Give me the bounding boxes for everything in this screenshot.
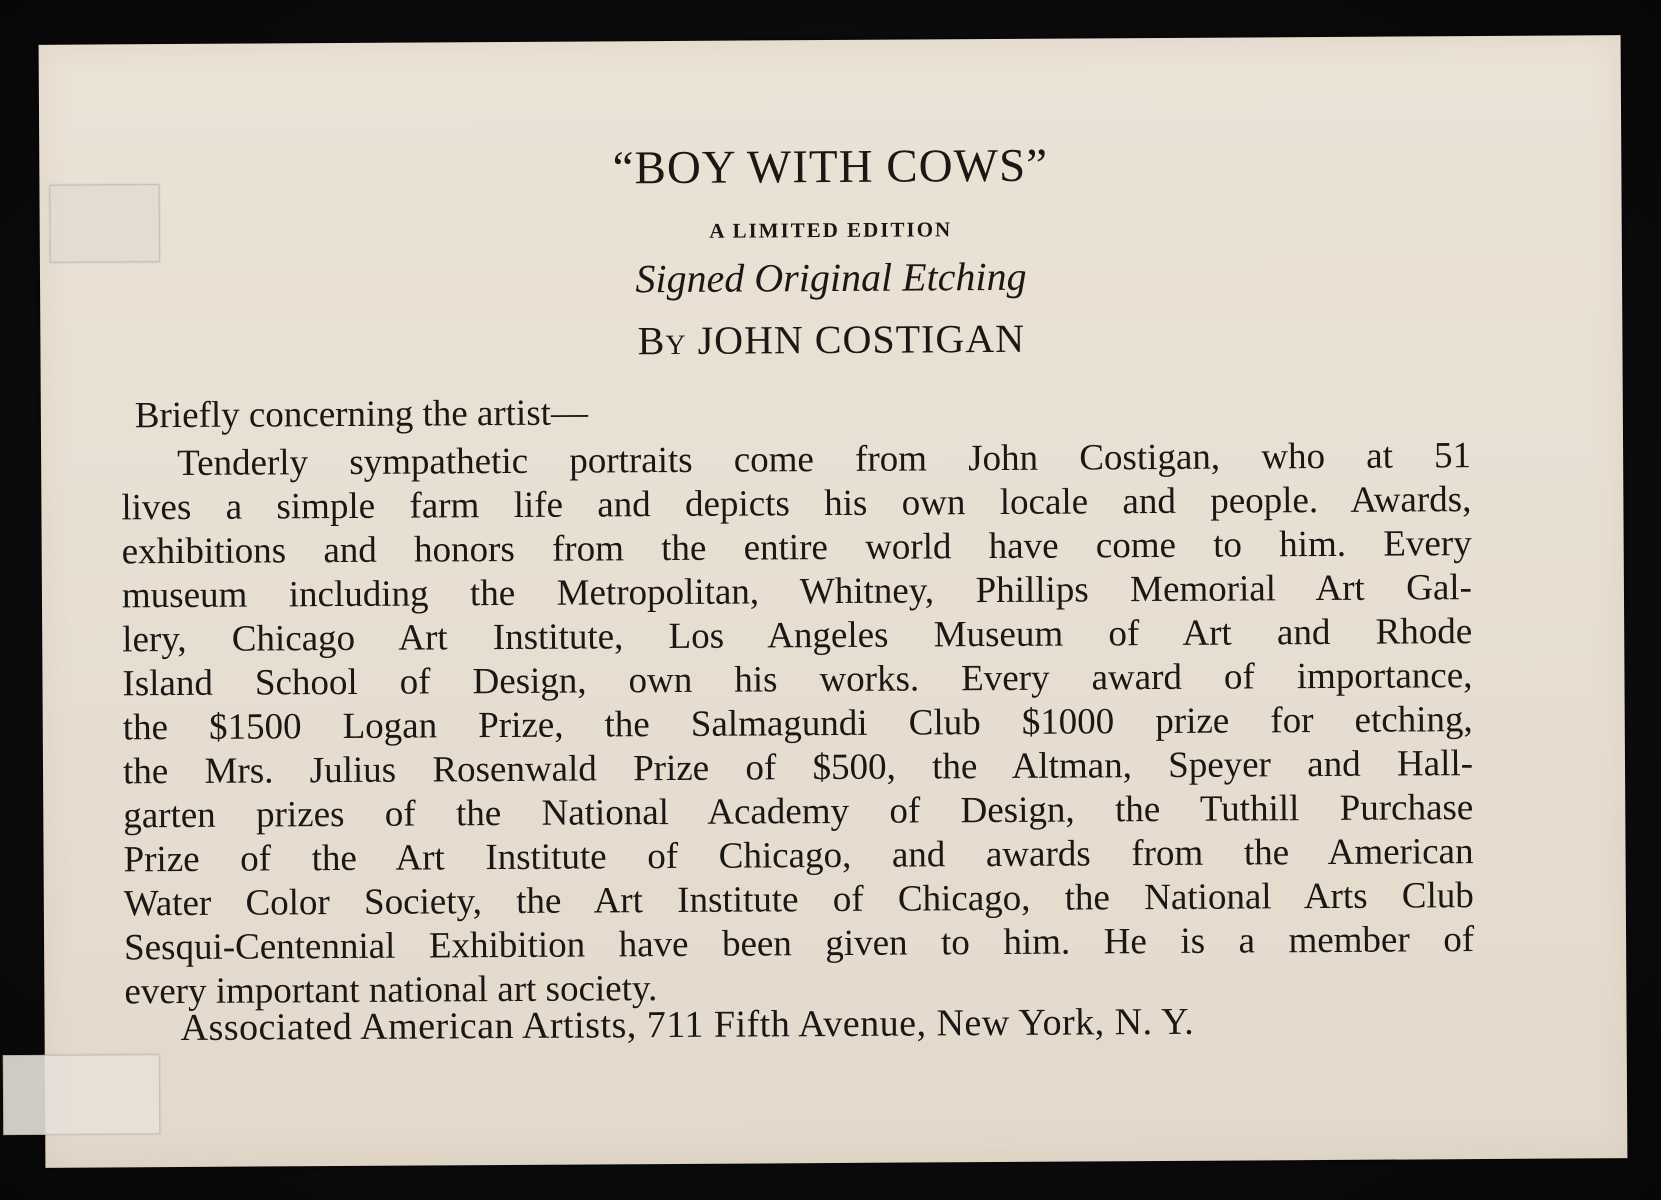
bio-line: the Mrs. Julius Rosenwald Prize of $500, the Altman, Speyer and Hall-	[122, 743, 1474, 793]
bio-line: Sesqui-Centennial Exhibition have been given to him. He is a member of	[123, 919, 1475, 969]
printed-card	[39, 35, 1628, 1168]
intro-heading: Briefly concerning the artist—	[134, 392, 589, 437]
bio-line: museum including the Metropolitan, Whitney, Phillips Memorial Art Gal-	[121, 567, 1473, 617]
artist-name: JOHN COSTIGAN	[697, 315, 1026, 363]
edition-label: A LIMITED EDITION	[709, 217, 953, 243]
bio-line: exhibitions and honors from the entire world have come to him. Every	[121, 523, 1472, 573]
artist-credit	[40, 311, 1622, 368]
bio-line: Prize of the Art Institute of Chicago, and awards from the American	[123, 831, 1474, 881]
publisher-address: Associated American Artists, 711 Fifth Avenue, New York, N. Y.	[180, 1000, 1195, 1049]
bio-line: garten prizes of the National Academy of Design, the Tuthill Purchase	[123, 787, 1474, 837]
bio-line: Tenderly sympathetic portraits come from John Costigan, who at 51	[177, 435, 1472, 485]
bio-line: every important national art society.	[124, 968, 658, 1013]
bio-line: lives a simple farm life and depicts his own locale and people. Awards,	[121, 479, 1472, 529]
artist-biography	[121, 434, 1474, 1014]
bio-line: lery, Chicago Art Institute, Los Angeles Museum of Art and Rhode	[122, 611, 1473, 661]
bio-line: the $1500 Logan Prize, the Salmagundi Club $1000 prize for etching,	[122, 699, 1473, 749]
artwork-title: “BOY WITH COWS”	[612, 139, 1049, 195]
bio-line: Island School of Design, own his works. Every award of importance,	[122, 655, 1473, 705]
artist-prefix: By	[637, 317, 687, 364]
bio-line: Water Color Society, the Art Institute of Chicago, the National Arts Club	[123, 875, 1474, 925]
tape-strip-bottom	[3, 1054, 160, 1135]
artwork-subtitle: Signed Original Etching	[635, 253, 1027, 302]
